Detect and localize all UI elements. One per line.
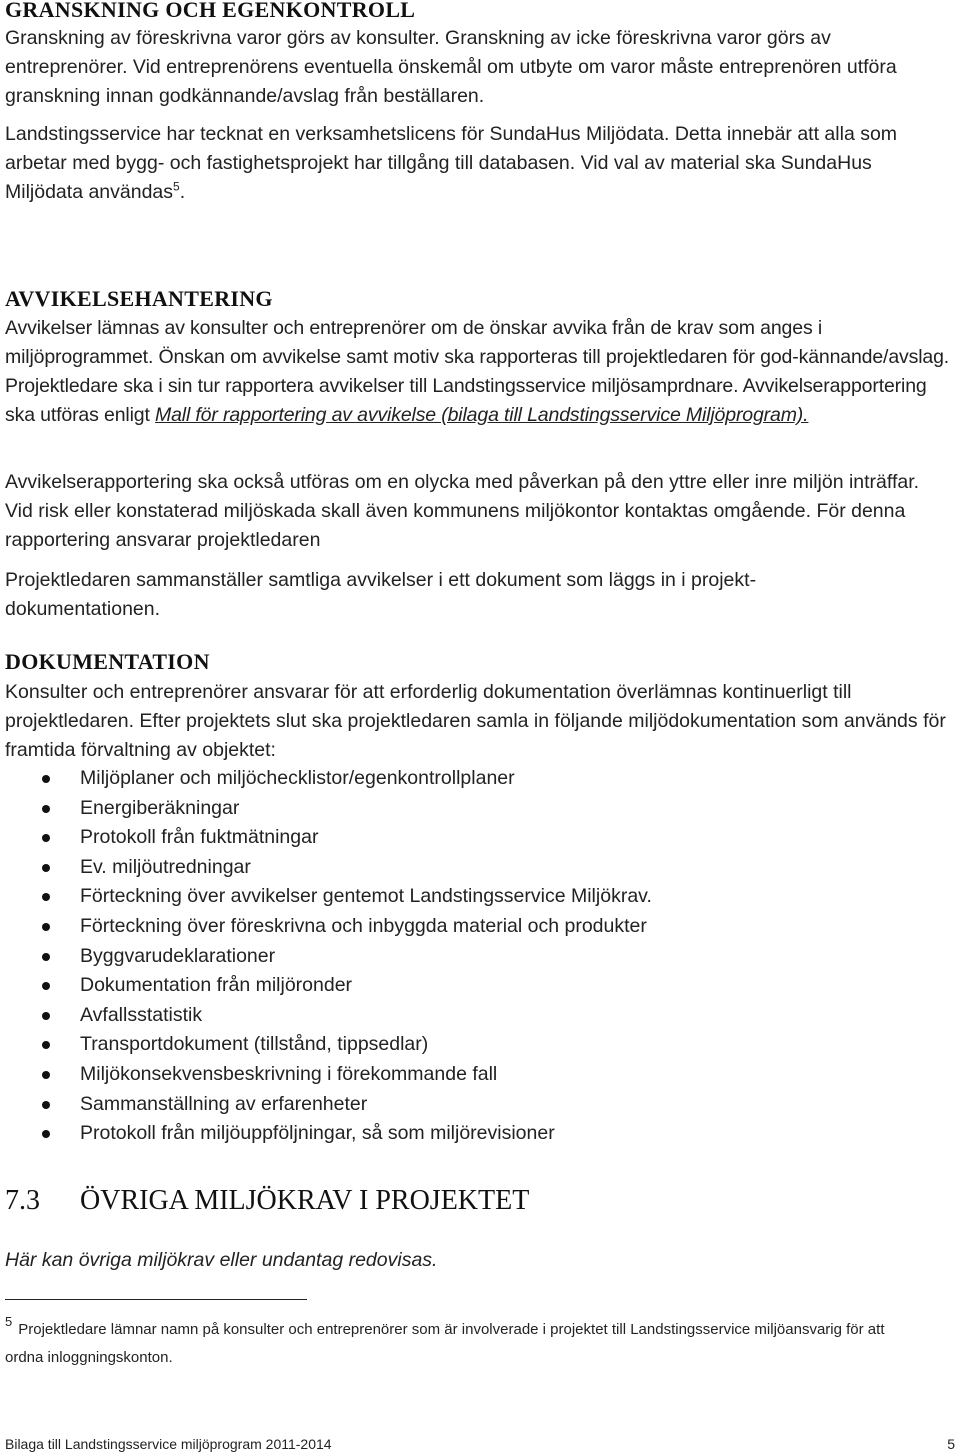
list-item: [5, 853, 955, 883]
footer-text: Bilaga till Landstingsservice miljöprogram 2011-2014: [5, 1436, 332, 1452]
bullet-icon: [42, 893, 50, 901]
granskning-paragraph-1: Granskning av föreskrivna varor görs av konsulter. Granskning av icke föreskrivna varor görs av entreprenörer. Vid entreprenörens eventuella önskemål om utbyte om varor måste entreprenören utföra granskning innan godkännande/avslag från beställaren.: [5, 27, 897, 107]
list-item: [5, 882, 955, 912]
footnote: [5, 1316, 905, 1372]
list-item-text: Sammanställning av erfarenheter: [80, 1092, 368, 1115]
list-item: [5, 823, 955, 853]
granskning-p2-end: .: [179, 181, 186, 203]
list-item-text: Förteckning över föreskrivna och inbyggda material och produkter: [80, 914, 647, 937]
list-item: [5, 1030, 955, 1060]
bullet-icon: [42, 834, 50, 842]
list-item-text: Protokoll från fuktmätningar: [80, 826, 319, 849]
mall-rapportering-link[interactable]: Mall för rapportering av avvikelse (bilaga till Landstingsservice Miljöprogram).: [154, 404, 809, 426]
bullet-icon: [42, 923, 50, 931]
list-item: [5, 912, 955, 942]
section-number: 7.3: [5, 1185, 40, 1216]
list-item-text: Protokoll från miljöuppföljningar, så som miljörevisioner: [80, 1122, 555, 1145]
bullet-icon: [42, 1071, 50, 1079]
list-item-text: Förteckning över avvikelser gentemot Landstingsservice Miljökrav.: [80, 885, 652, 908]
list-item: [5, 764, 955, 794]
list-item: [5, 1119, 955, 1149]
list-item-text: Avfallsstatistik: [80, 1003, 203, 1026]
page-number: 5: [947, 1436, 955, 1452]
bullet-icon: [42, 982, 50, 990]
list-item-text: Ev. miljöutredningar: [80, 855, 251, 878]
heading-dokumentation: DOKUMENTATION: [5, 649, 210, 674]
list-item-text: Dokumentation från miljöronder: [80, 974, 353, 997]
avvikelse-paragraph-1: [5, 314, 950, 430]
list-item: [5, 794, 955, 824]
heading-avvikelsehantering: AVVIKELSEHANTERING: [5, 286, 273, 311]
list-item: [5, 971, 955, 1001]
avvikelse-paragraph-3: Projektledaren sammanställer samtliga avvikelser i ett dokument som läggs in i projekt-dokumentationen.: [5, 569, 757, 620]
list-item-text: Miljöplaner och miljöchecklistor/egenkontrollplaner: [80, 767, 515, 789]
bullet-icon: [42, 805, 50, 813]
list-item: [5, 1001, 955, 1031]
bullet-icon: [42, 1012, 50, 1020]
bullet-icon: [42, 1101, 50, 1109]
list-item: [5, 1060, 955, 1090]
list-item-text: Byggvarudeklarationer: [80, 944, 276, 967]
bullet-icon: [42, 864, 50, 872]
avvikelse-p1-text: Avvikelser lämnas av konsulter och entreprenörer om de önskar avvika från de krav som anges i miljöprogrammet. Önskan om avvikelse samt motiv ska rapporteras till projektledaren för god-kännande/avslag. Projektledare ska i sin tur rapportera avvikelser till Landstingsservice miljösamprdnare. Avvikelserapportering ska utföras enligt: [5, 317, 950, 426]
list-item-text: Miljökonsekvensbeskrivning i förekommande fall: [80, 1062, 498, 1085]
dokumentation-paragraph: Konsulter och entreprenörer ansvarar för att erforderlig dokumentation överlämnas kontinuerligt till projektledaren. Efter projektets slut ska projektledaren samla in följande miljödokumentation som används för framtida förvaltning av objektet:: [5, 681, 946, 761]
bullet-icon: [42, 953, 50, 961]
list-item: [5, 1090, 955, 1120]
heading-granskning: GRANSKNING OCH EGENKONTROLL: [5, 0, 416, 22]
avvikelse-paragraph-2: Avvikelserapportering ska också utföras om en olycka med påverkan på den yttre eller inre miljön inträffar. Vid risk eller konstaterad miljöskada skall även kommunens miljökontor kontaktas omgående. För denna rapportering ansvarar projektledaren: [5, 471, 920, 551]
dokumentation-list: [5, 764, 955, 1149]
footnote-number: 5: [5, 1314, 13, 1329]
section-7-3-heading: [5, 1185, 955, 1217]
footnote-ref[interactable]: 5: [173, 179, 180, 194]
list-item: [5, 942, 955, 972]
section-7-3-text: Här kan övriga miljökrav eller undantag redovisas.: [5, 1249, 438, 1271]
bullet-icon: [42, 1041, 50, 1049]
page-footer: [5, 1436, 955, 1452]
granskning-paragraph-2: [5, 120, 950, 207]
section-title: ÖVRIGA MILJÖKRAV I PROJEKTET: [80, 1185, 530, 1216]
list-item-text: Energiberäkningar: [80, 796, 240, 819]
footnote-text: Projektledare lämnar namn på konsulter och entreprenörer som är involverade i projektet till Landstingsservice miljöansvarig för att ordna inloggningskonton.: [5, 1321, 885, 1366]
granskning-p2-text: Landstingsservice har tecknat en verksamhetslicens för SundaHus Miljödata. Detta innebär att alla som arbetar med bygg- och fastighetsprojekt har tillgång till databasen. Vid val av material ska SundaHus Miljödata användas: [5, 123, 898, 203]
footnote-separator: [5, 1299, 307, 1300]
bullet-icon: [42, 1130, 50, 1138]
bullet-icon: [42, 775, 50, 783]
list-item-text: Transportdokument (tillstånd, tippsedlar): [80, 1033, 429, 1056]
